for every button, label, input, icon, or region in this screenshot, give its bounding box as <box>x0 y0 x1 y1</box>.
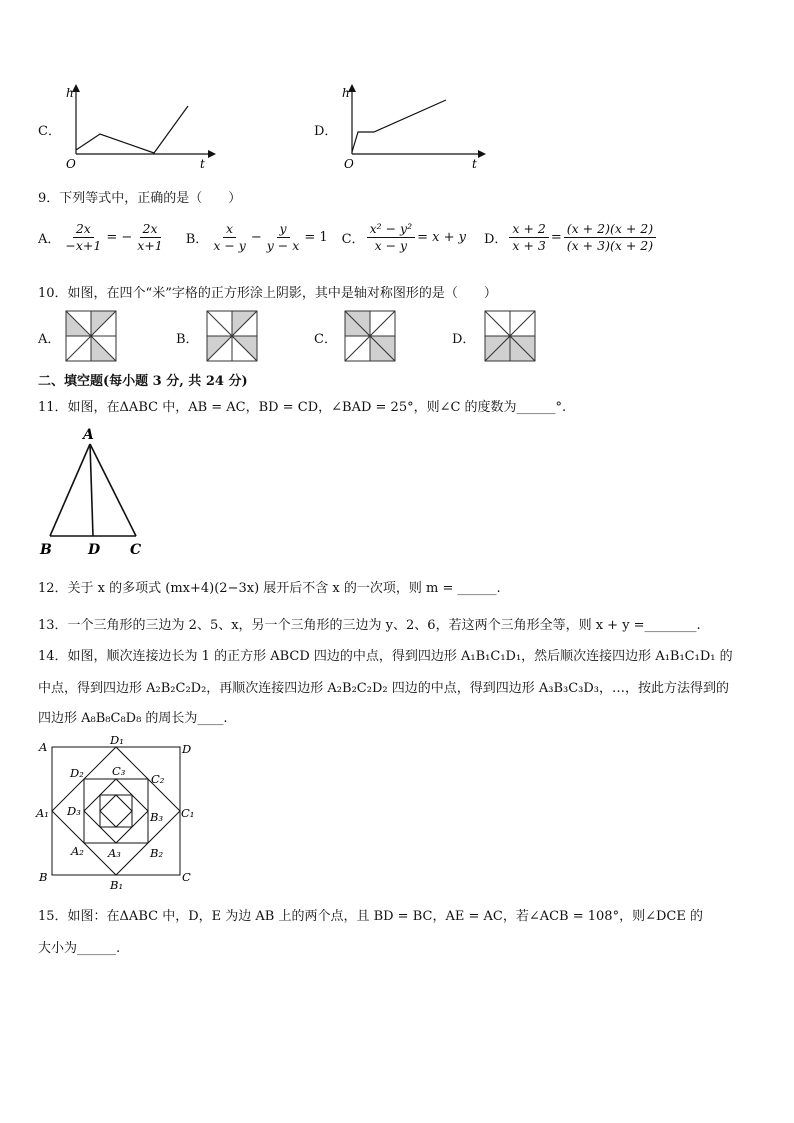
q9-c-tail: = x + y <box>417 229 466 245</box>
q10-option-c-figure <box>344 310 396 362</box>
q14-line-1: 14．如图，顺次连接边长为 1 的正方形 ABCD 四边的中点，得到四边形 A₁B₁C₁D₁，然后顺次连接四边形 A₁B₁C₁D₁ 的 <box>38 649 733 664</box>
section-2-title: 二、填空题(每小题 3 分, 共 24 分) <box>38 374 248 389</box>
q14-label-c: C <box>182 870 191 884</box>
q8-option-d-graph <box>336 84 496 170</box>
q9-d-rnum: (x + 2)(x + 2) <box>564 222 656 238</box>
q9-d-mid: = <box>550 229 562 245</box>
q9-a-label: A． <box>38 231 61 247</box>
q14-label-d2: D₂ <box>70 766 84 780</box>
q14-label-b3: B₃ <box>150 810 164 824</box>
q14-label-a2: A₂ <box>71 844 84 858</box>
q14-label-c2: C₂ <box>151 772 165 786</box>
q14-line-2: 中点，得到四边形 A₂B₂C₂D₂，再顺次连接四边形 A₂B₂C₂D₂ 四边的中点，得到四边形 A₃B₃C₃D₃，…，按此方法得到的 <box>38 681 730 696</box>
q10-option-a-figure <box>65 310 117 362</box>
q9-b-lden: x − y <box>213 237 246 253</box>
q11-triangle-figure <box>36 424 156 560</box>
q9-a-rnum: 2x <box>140 222 161 238</box>
q13-text: 13．一个三角形的三边为 2、5、x，另一个三角形的三边为 y、2、6，若这两个三角形全等，则 x + y =________. <box>38 618 701 633</box>
q10-option-b-figure <box>206 310 258 362</box>
q9-a-lnum: 2x <box>73 222 94 238</box>
q11-label-d: D <box>88 542 101 558</box>
q9-b-left-frac <box>210 222 249 253</box>
q9-option-c <box>342 222 466 253</box>
q8-d-axis-t: t <box>472 157 477 170</box>
q9-options <box>38 222 658 253</box>
q14-label-d3: D₃ <box>67 804 81 818</box>
q9-option-a <box>38 222 168 253</box>
q10-c-label: C． <box>314 332 337 347</box>
q9-b-rden: y − x <box>266 237 300 253</box>
q9-b-lnum: x <box>223 222 236 238</box>
q14-nested-squares-figure <box>34 733 200 895</box>
q14-label-a1: A₁ <box>36 806 49 820</box>
q14-label-d1: D₁ <box>110 733 124 747</box>
q9-a-mid: = − <box>106 229 133 245</box>
q9-d-rden: (x + 3)(x + 2) <box>566 237 654 253</box>
q14-line-3: 四边形 A₈B₈C₈D₈ 的周长为____. <box>38 711 228 726</box>
q9-b-right-frac <box>264 222 303 253</box>
q9-b-tail: = 1 <box>304 229 328 245</box>
q15-line-1: 15．如图：在ΔABC 中，D，E 为边 AB 上的两个点，且 BD = BC，AE = AC，若∠ACB = 108°，则∠DCE 的 <box>38 909 703 924</box>
q8-d-axis-h: h <box>342 86 350 100</box>
q9-d-right-frac <box>564 222 656 253</box>
q9-b-label: B． <box>185 231 209 247</box>
q9-c-den: x − y <box>374 237 408 253</box>
q14-label-b1: B₁ <box>110 878 124 892</box>
q9-a-right-frac <box>134 222 165 253</box>
q14-label-b2: B₂ <box>150 846 164 860</box>
q14-label-a: A <box>39 740 48 754</box>
q9-d-left-frac <box>509 222 548 253</box>
q9-a-lden: −x+1 <box>65 237 102 253</box>
q9-d-lnum: x + 2 <box>509 222 548 238</box>
q11-label-b: B <box>40 542 52 558</box>
q14-label-a3: A₃ <box>108 846 121 860</box>
q9-a-left-frac <box>62 222 104 253</box>
q10-stem: 10．如图，在四个“米”字格的正方形涂上阴影，其中是轴对称图形的是（ ） <box>38 286 497 301</box>
q9-d-lden: x + 3 <box>512 237 546 253</box>
q15-line-2: 大小为______. <box>38 941 121 956</box>
q10-option-d-figure <box>484 310 536 362</box>
q11-label-a: A <box>83 427 94 443</box>
q14-label-d: D <box>182 742 192 756</box>
q8-c-origin: O <box>66 157 76 170</box>
q8-option-d-label: D． <box>314 124 338 139</box>
q9-a-rden: x+1 <box>137 237 163 253</box>
q9-c-num: x² − y² <box>367 222 416 238</box>
q9-option-b <box>186 222 328 253</box>
q9-b-mid: − <box>250 229 262 245</box>
q9-c-frac <box>367 222 416 253</box>
q14-label-c1: C₁ <box>181 806 195 820</box>
q9-c-label: C． <box>341 231 365 247</box>
q10-a-label: A． <box>38 332 61 347</box>
q11-label-c: C <box>130 542 142 558</box>
q8-option-c-label: C． <box>38 124 61 139</box>
q8-c-axis-h: h <box>66 86 74 100</box>
q14-label-b: B <box>39 870 48 884</box>
q9-d-label: D． <box>483 231 508 247</box>
q12-text: 12．关于 x 的多项式 (mx+4)(2−3x) 展开后不含 x 的一次项，则 m = ______. <box>38 581 501 596</box>
q10-d-label: D． <box>452 332 476 347</box>
q9-stem: 9．下列等式中，正确的是（ ） <box>38 191 242 206</box>
q8-d-origin: O <box>344 157 354 170</box>
q8-option-c-graph <box>60 84 220 170</box>
q10-b-label: B． <box>176 332 199 347</box>
q8-c-axis-t: t <box>200 157 205 170</box>
q14-label-c3: C₃ <box>112 764 126 778</box>
q9-option-d <box>484 222 658 253</box>
q11-text: 11．如图，在ΔABC 中，AB = AC，BD = CD，∠BAD = 25°，则∠C 的度数为______°. <box>38 400 567 415</box>
q9-b-rnum: y <box>277 222 290 238</box>
